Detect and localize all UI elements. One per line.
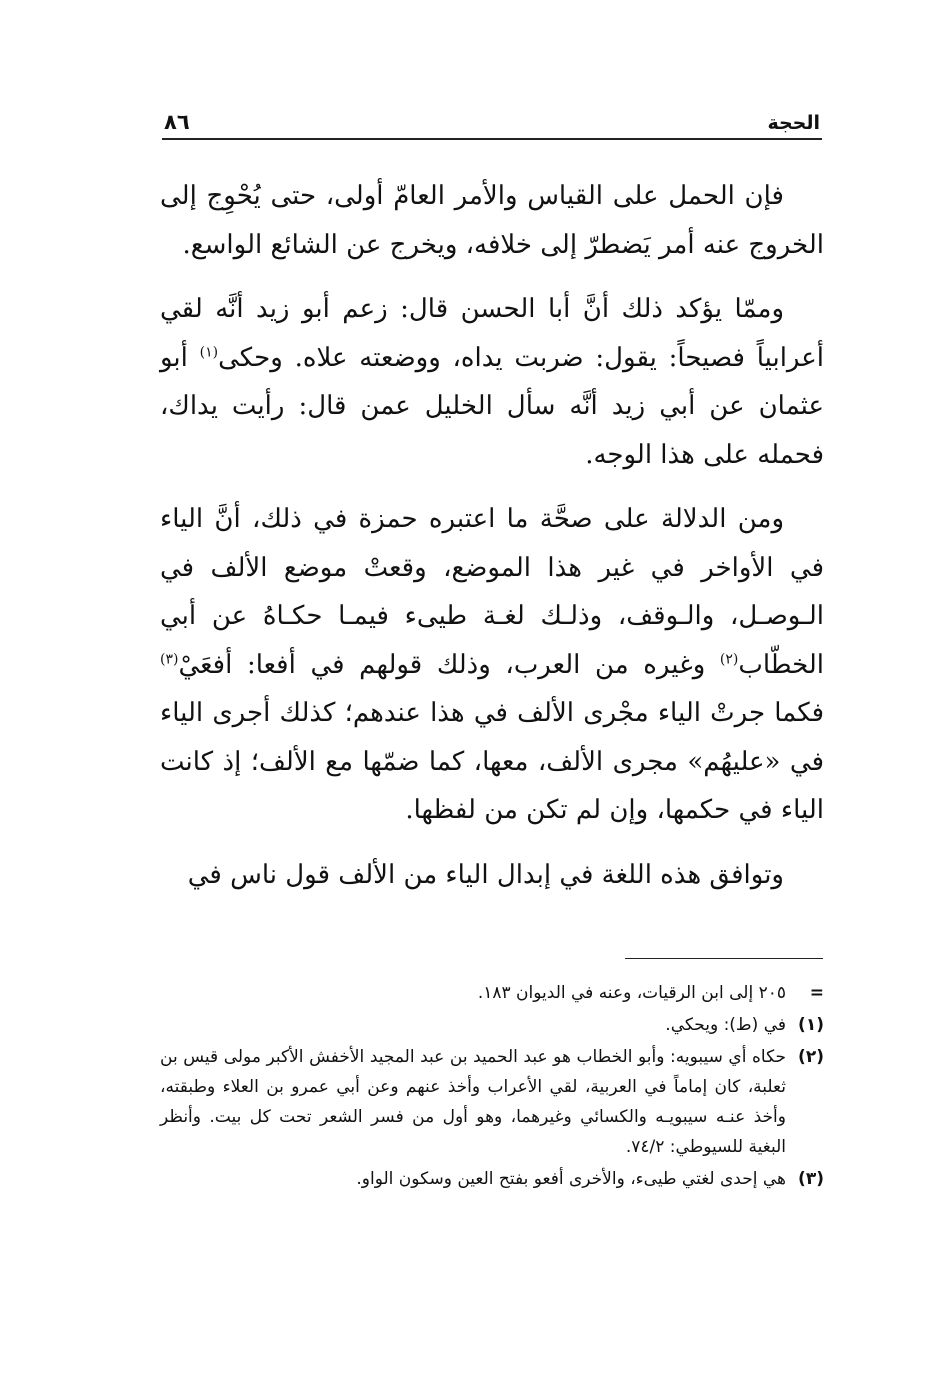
paragraph-1 — [160, 172, 824, 269]
footnote-marker: = — [809, 983, 824, 1003]
footnote-2 — [160, 1042, 824, 1162]
footnote-marker: (١) — [798, 1015, 824, 1035]
footnote-ref-3: (٣) — [160, 650, 179, 667]
footnote-text: ٢٠٥ إلى ابن الرقيات، وعنه في الديوان ١٨٣. — [477, 983, 786, 1003]
footnote-separator — [625, 958, 823, 959]
paragraph-3-text-after: فكما جرتْ الياء مجْرى الألف في هذا عندهم؛ كذلك أجرى الياء في «عليهُم» مجرى الألف، معها، كما ضمّها مع الألف؛ إذ كانت الياء في حكمها، وإن لم تكن من لفظها. — [160, 698, 824, 825]
footnote-marker: (٢) — [798, 1047, 824, 1067]
paragraph-3 — [160, 495, 824, 835]
footnote-text: حكاه أي سيبويه: وأبو الخطاب هو عبد الحميد بن عبد المجيد الأخفش الأكبر مولى قيس بن ثعلبة، كان إماماً في العربية، لقي الأعراب وأخذ عنهم وعن أبي عمرو بن العلاء وطبقته، وأخذ عنـه سيبويـه والكسائي وغيرهما، وهو أول من فسر الشعر تحت كل بيت. وأنظر البغية للسيوطي: ٧٤/٢. — [160, 1047, 786, 1157]
paragraph-1-text: فإن الحمل على القياس والأمر العامّ أولى، حتى يُحْوِج إلى الخروج عنه أمر يَضطرّ إلى خلافه، ويخرج عن الشائع الواسع. — [160, 181, 824, 260]
footnote-marker: (٣) — [798, 1169, 824, 1189]
paragraph-2-text-before: وممّا يؤكد ذلك أنَّ أبا الحسن قال: زعم أبو زيد أنَّه لقي أعرابياً فصيحاً: يقول: ضربت يداه، ووضعته علاه. وحكى — [160, 294, 824, 373]
paragraph-3-text-before: ومن الدلالة على صحَّة ما اعتبره حمزة في ذلك، أنَّ الياء في الأواخر في غير هذا الموضع، وقعتْ موضع الألف في الـوصـل، والـوقف، وذلـك لغـة طيىء فيمـا حكـاهُ عن أبي الخطّاب — [160, 504, 824, 680]
running-title: الحجة — [767, 112, 820, 134]
footnote-1 — [160, 1010, 824, 1040]
paragraph-2 — [160, 285, 824, 479]
paragraph-4-text: وتوافق هذه اللغة في إبدال الياء من الألف قول ناس في — [187, 859, 784, 890]
paragraph-2-text-after: أبو عثمان عن أبي زيد أنَّه سأل الخليل عمن قال: رأيت يداك، فحمله على هذا الوجه. — [160, 342, 824, 470]
main-text-body — [160, 172, 824, 915]
page-number: ٨٦ — [164, 110, 190, 134]
paragraph-4 — [160, 851, 824, 900]
paragraph-3-text-middle: وغيره من العرب، وذلك قولهم في أفعا: أفعَيْ — [178, 649, 720, 680]
footnote-text: هي إحدى لغتي طيىء، والأخرى أفعو بفتح العين وسكون الواو. — [356, 1169, 786, 1189]
footnote-continuation — [160, 978, 824, 1008]
footnote-3 — [160, 1164, 824, 1194]
footnote-ref-2: (٢) — [719, 650, 739, 667]
page-header — [162, 108, 822, 140]
footnote-text: في (ط): ويحكي. — [665, 1015, 786, 1035]
footnote-ref-1: (١) — [199, 343, 219, 360]
footnotes — [160, 978, 824, 1196]
